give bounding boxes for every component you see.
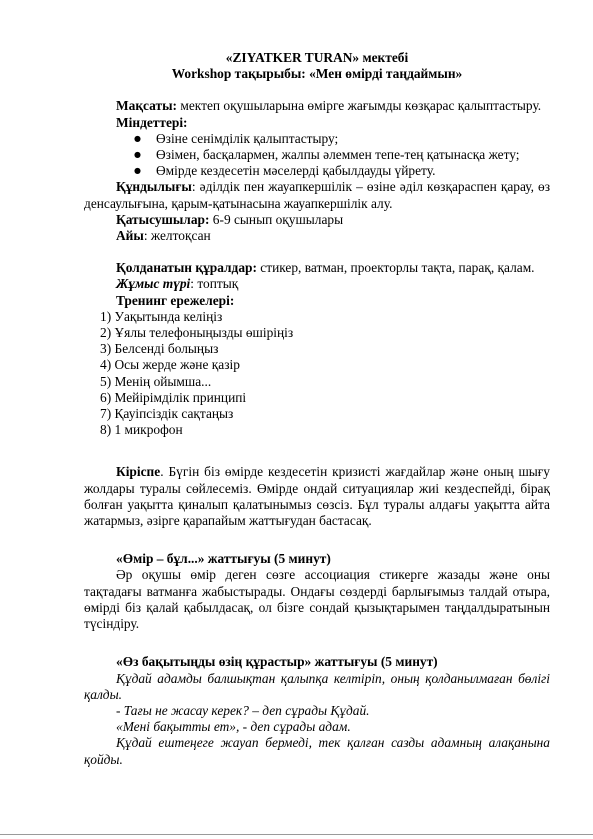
exercise2-title [84,654,550,670]
document-page [84,50,550,768]
list-item: 5) Менің ойымша... [100,373,212,389]
school-title: «ZIYATKER TURAN» мектебі [225,50,409,65]
goal-paragraph [84,98,550,114]
list-item: 2) Ұялы телефоныңызды өшіріңіз [100,325,294,341]
list-item: ● Өзіне сенімділік қалыптастыру; [134,131,550,147]
list-item: 7) Қауіпсіздік сақтаңыз [100,406,234,422]
tasks-heading [84,115,550,131]
work-type-line [84,276,550,292]
work-type-label: Жұмыс түрі [116,276,191,292]
list-item: ● Өзімен, басқалармен, жалпы әлеммен тепе-тең қатынасқа жету; [134,147,550,163]
participants-text: 6-9 сынып оқушылары [209,211,344,227]
participants-line [84,212,550,228]
values-label: Құндылығы [116,179,192,195]
goal-label: Мақсаты: [116,98,177,114]
page-bottom-rule [0,834,593,835]
exercise2-line: Құдай адамды балшықтан қалыпқа келтіріп, оның қолданылмаған бөлігі қалды. [84,670,550,702]
intro-label: Кіріспе [116,464,161,480]
participants-label: Қатысушылар: [116,211,210,227]
list-item: 8) 1 микрофон [100,422,183,438]
list-item: 6) Мейірімділік принципі [100,389,247,405]
month-label: Айы [116,228,144,244]
exercise2-line: - Тағы не жасау керек? – деп сұрады Құдай. [116,702,370,718]
list-item: 1) Уақытында келіңіз [100,308,223,324]
exercise2-title-text: «Өз бақытыңды өзің құрастыр» жаттығуы (5 минут) [116,654,438,670]
tools-paragraph [84,260,550,276]
values-paragraph [84,179,550,211]
list-item: 4) Осы жерде және қазір [100,357,240,373]
workshop-title: Workshop тақырыбы: «Мен өмірді таңдаймын» [171,66,463,82]
exercise1-text: Әр оқушы өмір деген сөзге ассоциация стикерге жазады және оны тақтадағы ватманға жабыстырады. Ондағы сөздерді барлығымыз талдай отыра, өмірді біз қалай қабылдасақ, ол бізге сондай қызықтарымен таңдалдыратынын түсіндіру. [84,567,550,632]
values-text: : әділдік пен жауапкершілік – өзіне әділ көзқараспен қарау, өз денсаулығына, қарым-қатынасына жауапкершілік алу. [84,179,550,211]
exercise2-line: «Мені бақытты ет», - деп сұрады адам. [116,719,351,735]
work-type-text: : топтық [190,276,239,292]
tasks-label: Міндеттері: [116,114,188,130]
tools-text: стикер, ватман, проекторлы тақта, парақ, қалам. [256,260,535,276]
tasks-list [84,131,550,180]
month-text: : желтоқсан [143,228,211,244]
exercise1-title-text: «Өмір – бұл...» жаттығуы (5 минут) [116,551,331,567]
intro-text: . Бүгін біз өмірде кездесетін кризисті жағдайлар және оның шығу жолдары туралы сөйлесеміз. Өмірде ондай ситуациялар жиі кездеспейді, бірақ болған уақытта қиналып қалатынымыз сөзсіз. Бұл туралы алдағы уақытта айта жатармыз, әзірге қарапайым жаттығудан бастасақ. [84,464,550,529]
list-item: ● Өмірде кездесетін мәселерді қабылдауды үйрету. [134,163,550,179]
month-line [84,228,550,244]
tools-label: Қолданатын құралдар: [116,260,257,276]
exercise2-line: Құдай ештеңеге жауап бермеді, тек қалған сазды адамның алақанына қойды. [84,735,550,767]
list-item: 3) Белсенді болыңыз [100,341,219,357]
exercise1-title [84,551,550,567]
rules-heading [84,293,550,309]
intro-paragraph [84,464,550,529]
rules-label: Тренинг ережелері: [116,292,235,308]
goal-text: мектеп оқушыларына өмірге жағымды көзқарас қалыптастыру. [177,98,542,114]
